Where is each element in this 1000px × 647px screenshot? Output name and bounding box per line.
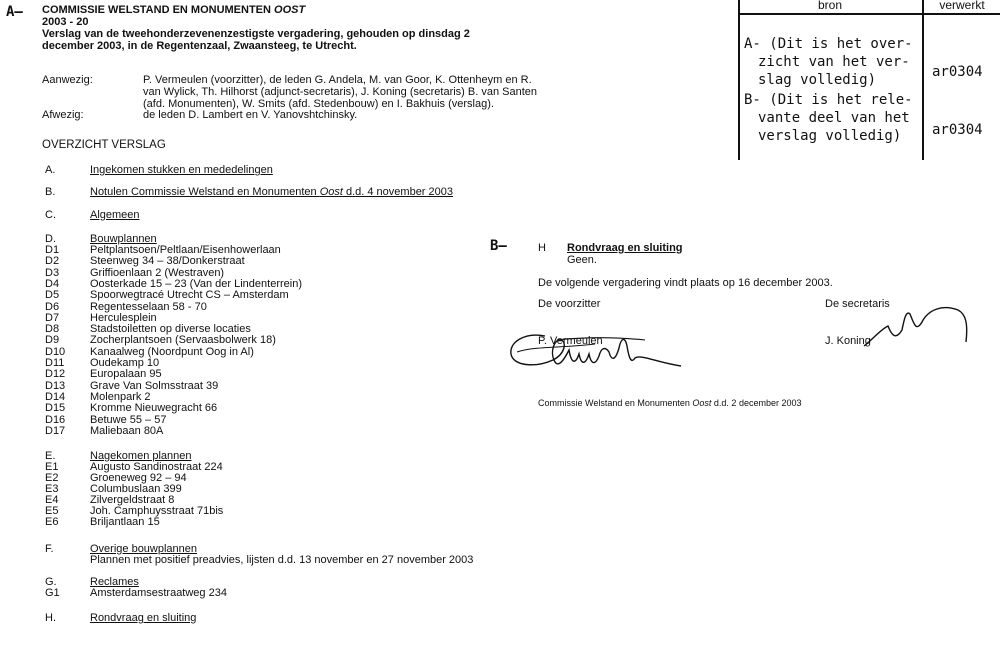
closing-title: Rondvraag en sluiting [567,242,683,254]
list-item-text: Groeneweg 92 – 94 [90,472,187,484]
list-item-code: D5 [45,289,60,302]
bron-row-b-line-3: verslag volledig) [758,128,902,144]
list-item-code: E2 [45,472,59,484]
section-a-letter: A. [45,164,56,176]
list-item-text: Columbuslaan 399 [90,483,182,495]
margin-mark-b: B– [490,238,507,254]
list-item-text: Herculesplein [90,311,157,324]
section-c-letter: C. [45,209,56,221]
list-item-text: Grave Van Solmsstraat 39 [90,379,219,392]
list-item-code: D16 [45,413,66,426]
list-item-text: Griffioenlaan 2 (Westraven) [90,266,225,279]
list-item-text: Molenpark 2 [90,390,151,403]
section-b-label-italic: Oost [319,186,343,198]
report-title-line1: Verslag van de tweehonderzevenenzestigste vergadering, gehouden op dinsdag 2 [42,28,470,40]
list-item-code: D13 [45,379,66,392]
bron-row-a-line-2: zicht van het ver- [758,54,910,70]
section-e-letter: E. [45,450,56,462]
next-meeting: De volgende vergadering vindt plaats op 16 december 2003. [538,277,833,289]
section-c-label: Algemeen [90,209,140,221]
list-item-text: Kromme Nieuwegracht 66 [90,402,218,415]
list-item-text: Stadstoiletten op diverse locaties [90,323,251,336]
section-f-sub: Plannen met positief preadvies, lijsten d.d. 13 november en 27 november 2003 [90,554,474,566]
list-item-text: Europalaan 95 [90,368,162,381]
org-name-text: COMMISSIE WELSTAND EN MONUMENTEN [42,4,275,16]
table-left-border [738,0,740,160]
list-item-text: Kanaalweg (Noordpunt Oog in Al) [90,345,254,358]
list-item-code: G1 [45,587,60,599]
bron-row-a-line-3: slag volledig) [758,72,877,88]
col-bron-header: bron [817,0,843,12]
list-item-code: D8 [45,323,60,336]
list-item-text: Zocherplantsoen (Servaasbolwerk 18) [90,334,276,347]
list-item-code: E1 [45,461,59,473]
list-item-code: D17 [45,424,66,437]
org-name [42,4,305,16]
closing-footer [538,398,801,408]
list-item-text: Joh. Camphuysstraat 71bis [90,505,224,517]
bron-row-b-ref: ar0304 [932,122,983,138]
list-item-code: D4 [45,277,60,290]
list-item-text: Briljantlaan 15 [90,516,160,528]
section-f-letter: F. [45,543,54,555]
list-item-text: Peltplantsoen/Peltlaan/Eisenhowerlaan [90,244,281,256]
present-line-1: P. Vermeulen (voorzitter), de leden G. Andela, M. van Goor, K. Ottenheym en R. [143,74,532,86]
chair-label: De voorzitter [538,298,601,310]
list-item-text: Augusto Sandinostraat 224 [90,461,223,473]
list-item-text: Oosterkade 15 – 23 (Van der Lindenterrein) [90,277,302,290]
list-item-text: Steenweg 34 – 38/Donkerstraat [90,255,245,268]
secretary-signature [862,300,972,350]
list-item-text: Spoorwegtracé Utrecht CS – Amsterdam [90,289,289,302]
list-item-code: D3 [45,266,60,279]
list-item-code: D6 [45,300,60,313]
section-d-label: Bouwplannen [90,233,157,245]
closing-footer-italic: Oost [692,398,712,408]
list-item-text: Zilvergeldstraat 8 [90,494,175,506]
table-header-rule [738,13,1000,15]
col-verwerkt-header: verwerkt [939,0,985,12]
list-item-code: E6 [45,516,59,528]
list-item-code: D12 [45,368,66,381]
closing-none: Geen. [567,254,597,266]
bron-table [738,0,1000,160]
section-e-label: Nagekomen plannen [90,450,192,462]
list-item-code: D15 [45,402,66,415]
section-b-label [90,186,453,198]
section-a-label: Ingekomen stukken en mededelingen [90,164,273,176]
chair-signature [505,318,685,378]
list-item-code: D7 [45,311,60,324]
list-item-code: D9 [45,334,60,347]
section-h-label: Rondvraag en sluiting [90,612,197,624]
secretary-label: De secretaris [825,298,890,310]
list-item-code: D14 [45,390,66,403]
list-item-text: Oudekamp 10 [90,357,160,369]
list-item-code: D2 [45,255,60,268]
bron-row-b-line-1: B- (Dit is het rele- [744,92,913,108]
section-g-letter: G. [45,576,57,588]
list-item-code: E5 [45,505,59,517]
closing-footer-text: Commissie Welstand en Monumenten [538,398,693,408]
margin-mark-a: A– [6,4,23,20]
section-b-letter: B. [45,186,56,198]
chair-name: P. Vermeulen [538,335,603,347]
bron-row-b-line-2: vante deel van het [758,110,910,126]
report-number: 2003 - 20 [42,16,89,28]
section-h-letter: H. [45,612,56,624]
absent-label: Afwezig: [42,109,84,121]
overview-title: OVERZICHT VERSLAG [42,139,166,151]
list-item-code: E3 [45,483,59,495]
bron-row-a-ref: ar0304 [932,64,983,80]
list-item-code: D1 [45,244,60,256]
list-item-text: Regentesselaan 58 - 70 [90,300,207,313]
list-item-code: E4 [45,494,59,506]
closing-footer-suffix: d.d. 2 december 2003 [711,398,802,408]
closing-letter: H [538,242,546,254]
org-name-italic: OOST [274,4,306,16]
present-line-2: van Wylick, Th. Hilhorst (adjunct-secretaris), J. Koning (secretaris) B. van Santen [143,86,538,98]
section-f-label: Overige bouwplannen [90,543,198,555]
section-b-label-text: Notulen Commissie Welstand en Monumenten [90,186,320,198]
report-title-line2: december 2003, in de Regentenzaal, Zwaansteeg, te Utrecht. [42,40,357,52]
section-b-label-suffix: d.d. 4 november 2003 [342,186,453,198]
list-item-text: Amsterdamsestraatweg 234 [90,587,227,599]
list-item-text: Betuwe 55 – 57 [90,413,167,426]
absent-line: de leden D. Lambert en V. Yanovshtchinsky. [143,109,358,121]
present-label: Aanwezig: [42,74,93,86]
list-item-text: Maliebaan 80A [90,424,164,437]
table-column-divider [922,0,924,160]
secretary-name: J. Koning [825,335,871,347]
list-item-code: D11 [45,357,65,369]
present-line-3: (afd. Monumenten), W. Smits (afd. Stedenbouw) en I. Bakhuis (verslag). [143,98,494,110]
section-g-label: Reclames [90,576,139,588]
section-d-letter: D. [45,233,56,245]
bron-row-a-line-1: A- (Dit is het over- [744,36,913,52]
list-item-code: D10 [45,345,66,358]
